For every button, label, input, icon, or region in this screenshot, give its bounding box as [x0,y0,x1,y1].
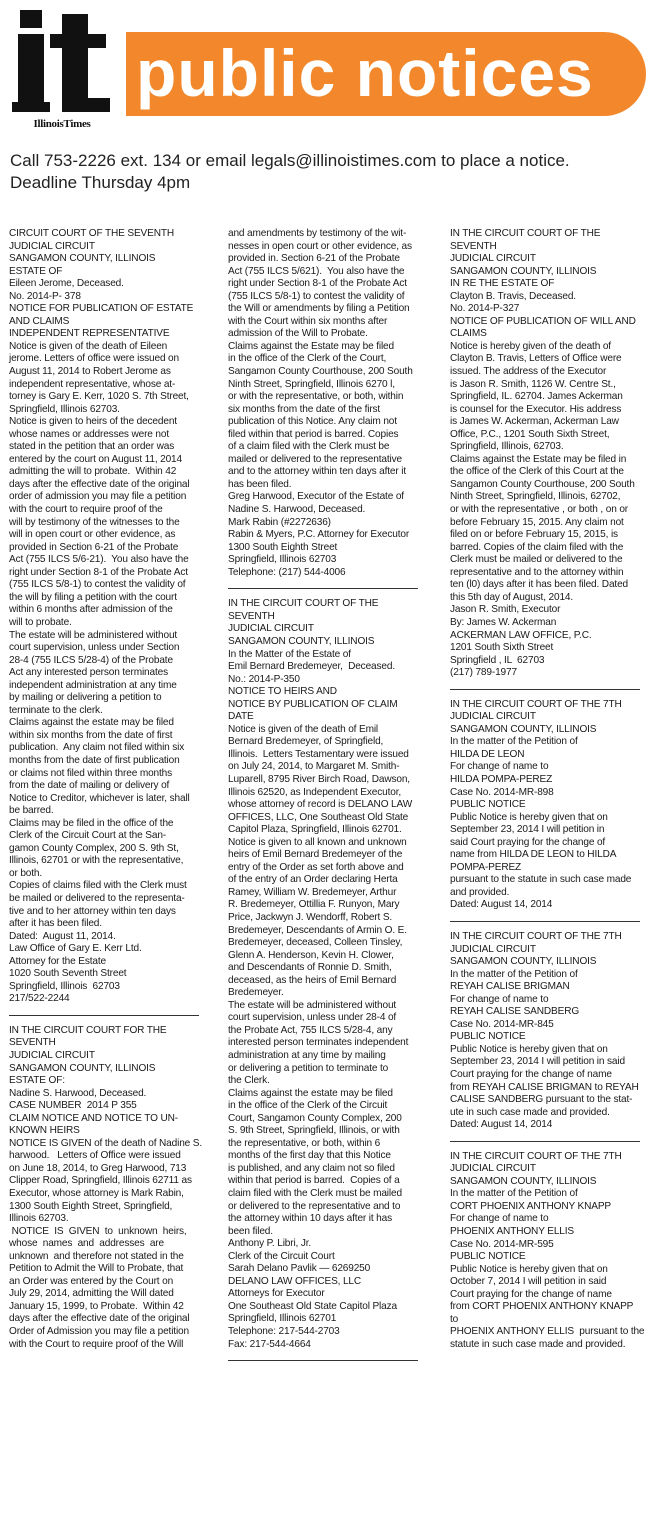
notice-divider [9,1015,199,1016]
logo-letter-t-stem [62,14,88,112]
notice-estate-nadine-harwood-continued: and amendments by testimony of the wit- nesses in open court or other evidence, as provided in. Section 6-21 of the Probate Act (755 ILCS 5/621). You also have the right under Section 8-1 of the Probate Act (755 ILCS 5/8-1) to contest the validity of the Will or amendments by filing a Petition with the Court within six months after admission of the Will to Probate. Claims against the Estate may be filed in the office of the Clerk of the Court, Sangamon County Courthouse, 200 South Ninth Street, Springfield, Illinois 6270 l, or with the representative, or both, within six months from the date of the first publication of this Notice. Any claim not filed within that period is barred. Copies of a claim filed with the Clerk must be mailed or delivered to the representative and to the attorney within ten days after it has been filed. Greg Harwood, Executor of the Estate of Nadine S. Harwood, Deceased. Mark Rabin (#2272636) Rabin & Myers, P.C. Attorney for Executor 1300 South Eighth Street Springfield, Illinois 62703 Telephone: (217) 544-4006 [228,228,413,578]
deadline-line: Deadline Thursday 4pm [10,173,191,192]
logo-letter-i-stem [18,34,44,112]
logo-letter-t-bar [50,34,106,48]
notice-divider [228,1360,418,1361]
contact-line: Call 753-2226 ext. 134 or email legals@illinoistimes.com to place a notice. [10,151,570,170]
logo-subtitle: IllinoisTimes [33,118,91,130]
notice-divider [228,588,418,589]
notice-name-change-reyah-brigman: IN THE CIRCUIT COURT OF THE 7TH JUDICIAL CIRCUIT SANGAMON COUNTY, ILLINOIS In the matter of the Petition of REYAH CALISE BRIGMAN For change of name to REYAH CALISE SANDBERG Case No. 2014-MR-845 PUBLIC NOTICE Public Notice is hereby given that on September 23, 2014 I will petition in said Court praying for the change of name from REYAH CALISE BRIGMAN to REYAH CALISE SANDBERG pursuant to the stat- ute in such case made and provided. Dated: August 14, 2014 [450,930,639,1131]
it-logo-mark [6,4,118,116]
notice-divider [450,1141,640,1142]
illinois-times-logo [6,4,118,130]
logo-letter-i-dot [20,10,42,28]
column-left [9,228,205,1351]
column-right [450,228,646,1351]
notice-name-change-hilda-de-leon: IN THE CIRCUIT COURT OF THE 7TH JUDICIAL CIRCUIT SANGAMON COUNTY, ILLINOIS In the matter of the Petition of HILDA DE LEON For change of name to HILDA POMPA-PEREZ Case No. 2014-MR-898 PUBLIC NOTICE Public Notice is hereby given that on September 23, 2014 I will petition in said Court praying for the change of name from HILDA DE LEON to HILDA POMPA-PEREZ pursuant to the statute in such case made and provided. Dated: August 14, 2014 [450,698,632,911]
notice-name-change-cort-knapp: IN THE CIRCUIT COURT OF THE 7TH JUDICIAL CIRCUIT SANGAMON COUNTY, ILLINOIS In the matter of the Petition of CORT PHOENIX ANTHONY KNAPP For change of name to PHOENIX ANTHONY ELLIS Case No. 2014-MR-595 PUBLIC NOTICE Public Notice is hereby given that on October 7, 2014 I will petition in said Court praying for the change of name from CORT PHOENIX ANTHONY KNAPP to PHOENIX ANTHONY ELLIS pursuant to the statute in such case made and provided. [450,1150,645,1350]
notice-estate-eileen-jerome: CIRCUIT COURT OF THE SEVENTH JUDICIAL CIRCUIT SANGAMON COUNTY, ILLINOIS ESTATE OF Eileen Jerome, Deceased. No. 2014-P- 378 NOTICE FOR PUBLICATION OF ESTATE AND CLAIMS INDEPENDENT REPRESENTATIVE Notice is given of the death of Eileen jerome. Letters of office were issued on August 11, 2014 to Robert Jerome as independent representative, whose at- torney is Gary E. Kerr, 1020 S. 7th Street, Springfield, Illinois 62703. Notice is given to heirs of the decedent whose names or addresses were not stated in the petition that an order was entered by the court on August 11, 2014 admitting the will to probate. Within 42 days after the effective date of the original order of admission you may file a petition with the court to require proof of the will by testimony of the witnesses to the will in open court or other evidence, as provided in Section 6-21 of the Probate Act (755 ILCS 5/6-21). You also have the right under Section 8-1 of the Probate Act (755 ILCS 5/8-1) to contest the validity of the will by filing a petition with the court within 6 months after admission of the will to probate. The estate will be administered without court supervision, unless under Section 28-4 (755 ILCS 5/28-4) of the Probate Act any interested person terminates independent administration at any time by mailing or delivering a petition to terminate to the clerk. Claims against the estate may be filed within six months from the date of first publication. Any claim not filed within six months from the date of first publication or claims not filed within three months from the date of mailing or delivery of Notice to Creditor, whichever is later, shall be barred. Claims may be filed in the office of the Clerk of the Circuit Court at the San- gamon County Complex, 200 S. 9th St, Illinois, 62701 or with the representative, or both. Copies of claims filed with the Clerk must be mailed or delivered to the representa- tive and to her attorney within ten days after it has been filed. Dated: August 11, 2014. Law Office of Gary E. Kerr Ltd. Attorney for the Estate 1020 South Seventh Street Springfield, Illinois 62703 217/522-2244 [9,228,194,1005]
column-middle [228,228,424,1370]
page-title: public notices [136,36,594,110]
notice-divider [450,921,640,922]
notice-estate-clayton-travis: IN THE CIRCUIT COURT OF THE SEVENTH JUDICIAL CIRCUIT SANGAMON COUNTY, ILLINOIS IN RE THE ESTATE OF Clayton B. Travis, Deceased. No. 2014-P-327 NOTICE OF PUBLICATION OF WILL AND CLAIMS Notice is hereby given of the death of Clayton B. Travis, Letters of Office were issued. The address of the Executor is Jason R. Smith, 1126 W. Centre St., Springfield, IL. 62704. James Ackerman is counsel for the Executor. His address is James W. Ackerman, Ackerman Law Office, P.C., 1201 South Sixth Street, Springfield, Illinois, 62703. Claims against the Estate may be filed in the office of the Clerk of this Court at the Sangamon County Courthouse, 200 South Ninth Street, Springfield, Illinois, 62702, or with the representative , or both , on or before February 15, 2015. Any claim not filed on or before February 15, 2015, is barred. Copies of the claim filed with the Clerk must be mailed or delivered to the representative and to the attorney within ten (l0) days after it has been filed. Dated this 5th day of August, 2014. Jason R. Smith, Executor By: James W. Ackerman ACKERMAN LAW OFFICE, P.C. 1201 South Sixth Street Springfield , IL 62703 (217) 789-1977 [450,228,636,679]
notice-divider [450,689,640,690]
notice-estate-nadine-harwood: IN THE CIRCUIT COURT FOR THE SEVENTH JUDICIAL CIRCUIT SANGAMON COUNTY, ILLINOIS ESTATE OF: Nadine S. Harwood, Deceased. CASE NUMBER 2014 P 355 CLAIM NOTICE AND NOTICE TO UN- KNOWN HEIRS NOTICE IS GIVEN of the death of Nadine S. harwood. Letters of Office were issued on June 18, 2014, to Greg Harwood, 713 Clipper Road, Springfield, Illinois 62711 as Executor, whose attorney is Mark Rabin, 1300 South Eighth Street, Springfield, Illinois 62703. NOTICE IS GIVEN to unknown heirs, whose names and addresses are unknown and therefore not stated in the Petition to Admit the Will to Probate, that an Order was entered by the Court on July 29, 2014, admitting the Will dated January 15, 1999, to Probate. Within 42 days after the effective date of the original Order of Admission you may file a petition with the Court to require proof of the Will [9,1024,203,1350]
masthead [0,0,652,192]
contact-info [10,150,650,194]
notice-estate-emil-bredemeyer: IN THE CIRCUIT COURT OF THE SEVENTH JUDICIAL CIRCUIT SANGAMON COUNTY, ILLINOIS In the Matter of the Estate of Emil Bernard Bredemeyer, Deceased. No.: 2014-P-350 NOTICE TO HEIRS AND NOTICE BY PUBLICATION OF CLAIM DATE Notice is given of the death of Emil Bernard Bredemeyer, of Springfield, Illinois. Letters Testamentary were issued on July 24, 2014, to Margaret M. Smith- Luparell, 8795 River Birch Road, Dawson, Illinois 62520, as Independent Executor, whose attorney of record is DELANO LAW OFFICES, LLC, One Southeast Old State Capitol Plaza, Springfield, Illinois 62701. Notice is given to all known and unknown heirs of Emil Bernard Bredemeyer of the entry of the Order as set forth above and of the entry of an Order declaring Herta Ramey, William W. Bredemeyer, Arthur R. Bredemeyer, Ottillia F. Runyon, Mary Price, Jackwyn J. Wendorff, Robert S. Bredemeyer, Descendants of Armin O. E. Bredemeyer, deceased, Colleen Tinsley, Glenn A. Henderson, Kevin H. Clower, and Descendants of Ronnie D. Smith, deceased, as the heirs of Emil Bernard Bredemeyer. The estate will be administered without court supervision, unless under 28-4 of the Probate Act, 755 ILCS 5/28-4, any interested person terminates independent administration at any time by mailing or delivering a petition to terminate to the Clerk. Claims against the estate may be filed in the office of the Clerk of the Circuit Court, Sangamon County Complex, 200 S. 9th Street, Springfield, Illinois, or with the representative, or both, within 6 months of the first day that this Notice is published, and any claim not so filed within that period is barred. Copies of a claim filed with the Clerk must be mailed or delivered to the representative and to the attorney within 10 days after it has been filed. Anthony P. Libri, Jr. Clerk of the Circuit Court Sarah Delano Pavlik — 6269250 DELANO LAW OFFICES, LLC Attorneys for Executor One Southeast Old State Capitol Plaza Springfield, Illinois 62701 Telephone: 217-544-2703 Fax: 217-544-4664 [228,598,413,1350]
